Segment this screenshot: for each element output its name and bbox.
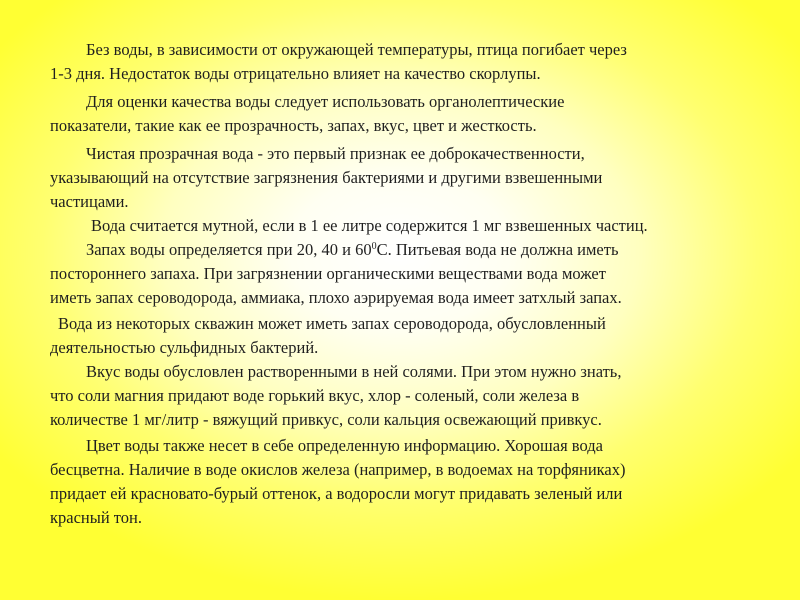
- paragraph-8-line-1: Цвет воды также несет в себе определенную информацию. Хорошая вода: [86, 436, 603, 455]
- paragraph-5-line-2: постороннего запаха. При загрязнении органическими веществами вода может: [50, 264, 606, 283]
- paragraph-7-line-3: количестве 1 мг/литр - вяжущий привкус, соли кальция освежающий привкус.: [50, 410, 602, 429]
- paragraph-5-line-1-start: Запах воды определяется при 20, 40 и 60: [86, 240, 372, 259]
- paragraph-3-line-1: Чистая прозрачная вода - это первый признак ее доброкачественности,: [86, 144, 585, 163]
- paragraph-8-line-4: красный тон.: [50, 508, 142, 527]
- paragraph-3-line-2: указывающий на отсутствие загрязнения бактериями и другими взвешенными: [50, 168, 603, 187]
- paragraph-7-line-2: что соли магния придают воде горький вкус, хлор - соленый, соли железа в: [50, 386, 580, 405]
- paragraph-2-line-2: показатели, такие как ее прозрачность, запах, вкус, цвет и жесткость.: [50, 116, 537, 135]
- paragraph-8-line-2: бесцветна. Наличие в воде окислов железа (например, в водоемах на торфяниках): [50, 460, 626, 479]
- paragraph-2-line-1: Для оценки качества воды следует использовать органолептические: [86, 92, 565, 111]
- paragraph-1-line-2: 1-3 дня. Недостаток воды отрицательно влияет на качество скорлупы.: [50, 64, 541, 83]
- paragraph-5-line-1-end: С. Питьевая вода не должна иметь: [376, 240, 619, 259]
- paragraph-3-line-3: частицами.: [50, 192, 129, 211]
- paragraph-7-line-1: Вкус воды обусловлен растворенными в ней солями. При этом нужно знать,: [86, 362, 622, 381]
- paragraph-6-line-2: деятельностью сульфидных бактерий.: [50, 338, 319, 357]
- paragraph-8-line-3: придает ей красновато-бурый оттенок, а водоросли могут придавать зеленый или: [50, 484, 623, 503]
- degree-superscript: 0: [371, 241, 377, 252]
- paragraph-6-line-1: Вода из некоторых скважин может иметь запах сероводорода, обусловленный: [58, 314, 606, 333]
- paragraph-5-line-3: иметь запах сероводорода, аммиака, плохо аэрируемая вода имеет затхлый запах.: [50, 288, 622, 307]
- paragraph-1-line-1: Без воды, в зависимости от окружающей температуры, птица погибает через: [86, 40, 627, 59]
- paragraph-5-line-1: [86, 238, 619, 263]
- paragraph-4-line-1: Вода считается мутной, если в 1 ее литре содержится 1 мг взвешенных частиц.: [91, 216, 648, 235]
